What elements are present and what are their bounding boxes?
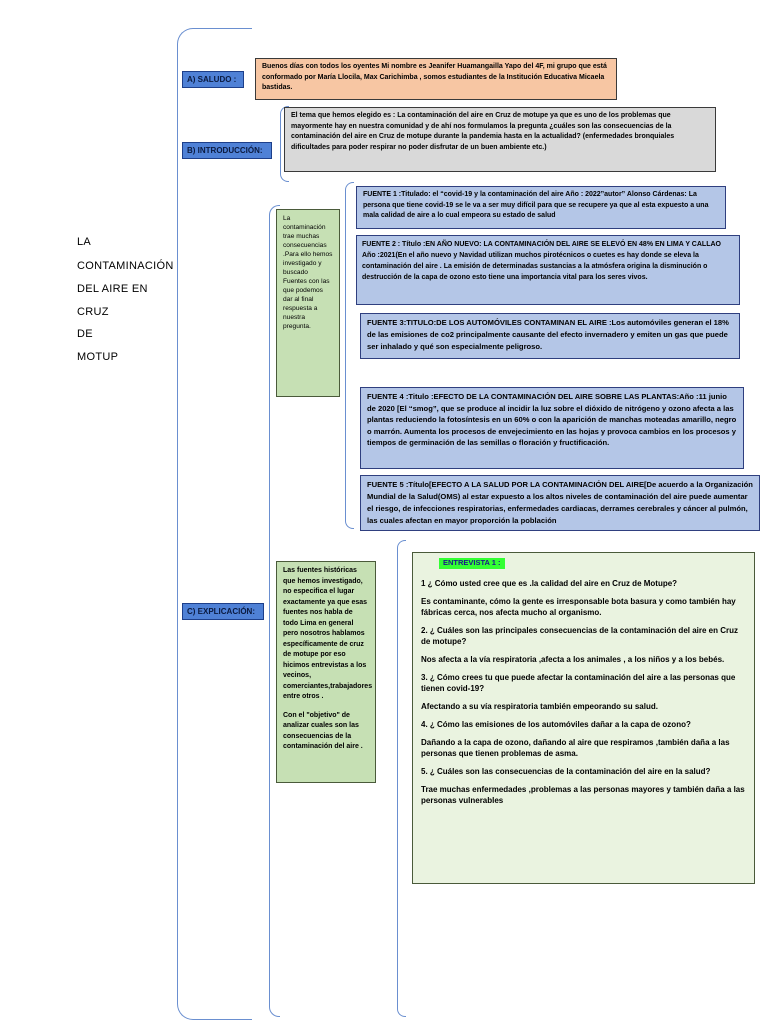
entrevista-answer: Es contaminante, cómo la gente es irresponsable bota basura y como también hay fábricas cerca, nos afecta mucho al organismo. bbox=[421, 596, 736, 617]
sources-bracket bbox=[345, 182, 354, 529]
interview-bracket bbox=[397, 540, 406, 1017]
entrevista-answer: Afectando a su vía respiratoria también empeorando su salud. bbox=[421, 701, 658, 711]
introduccion-box: El tema que hemos elegido es : La contaminación del aire en Cruz de motupe ya que es uno de los problemas que mayormente hay en nuestra comunidad y de ahí nos formulamos la pregunta ¿cuáles son las consecuencias de la contaminación del aire en Cruz de motupe durante la pandemia hasta en la actualidad? (enfermedades bronquiales dificultades para poder respirar no poder disfrutar de un buen ambiente etc.) bbox=[284, 107, 716, 172]
title-line: DEL AIRE EN bbox=[77, 283, 148, 295]
entrevista-answer: Trae muchas enfermedades ,problemas a las personas mayores y también daña a las personas vulnerables bbox=[421, 784, 745, 805]
entrevista-question: 4. ¿ Cómo las emisiones de los automóviles dañar a la capa de ozono? bbox=[421, 719, 691, 729]
main-bracket bbox=[177, 28, 252, 1020]
title-line: DE bbox=[77, 328, 93, 340]
introduccion-label: B) INTRODUCCIÓN: bbox=[182, 142, 272, 159]
saludo-label: A) SALUDO : bbox=[182, 71, 244, 88]
fuente-3-box: FUENTE 3:TITULO:DE LOS AUTOMÓVILES CONTAMINAN EL AIRE :Los automóviles generan el 18% de las emisiones de co2 principalmente causante del efecto invernadero y emiten un gas que puede ser inhalado y qué son especialmente peligroso. bbox=[360, 313, 740, 359]
summary-box: La contaminación trae muchas consecuencias .Para ello hemos investigado y buscado Fuentes con las que podemos dar al final respuesta a nuestra pregunta. bbox=[276, 209, 340, 397]
fuente-2-box: FUENTE 2 : Título :EN AÑO NUEVO: LA CONTAMINACIÓN DEL AIRE SE ELEVÓ EN 48% EN LIMA Y CALLAO Año :2021(En el año nuevo y Navidad utilizan muchos pirotécnicos o cuetes es hay donde se eleva la contaminación del aire . La emisión de determinadas sustancias a la atmósfera origina la disminución o destrucción de la capa de ozono esto tiene una importancia vital para los seres vivos. bbox=[356, 235, 740, 305]
fuente-4-box: FUENTE 4 :Titulo :EFECTO DE LA CONTAMINACIÓN DEL AIRE SOBRE LAS PLANTAS:Año :11 junio de 2020 [El “smog”, que se produce al incidir la luz sobre el dióxido de nitrógeno y ozono afecta a las plantas reduciendo la fotosíntesis en un 60% o con la aparición de manchas moteadas amarillo, negro o marrón. Aumenta los procesos de envejecimiento en las hojas y provoca cambios en los procesos y tiempos de germinación de las semillas o floración y fructificación. bbox=[360, 387, 744, 469]
entrevista-answer: Nos afecta a la vía respiratoria ,afecta a los animales , a los niños y a los bebés. bbox=[421, 654, 725, 664]
fuente-1-box: FUENTE 1 :Titulado: el “covid-19 y la contaminación del aire Año : 2022”autor” Alonso Cárdenas: La persona que tiene covid-19 se le va a ser muy difícil para que se recupere ya que al esta expuesto a una mala calidad de aire a lo cual empeora su estado de salud bbox=[356, 186, 726, 229]
entrevista-question: 3. ¿ Cómo crees tu que puede afectar la contaminación del aire a las personas que tienen covid-19? bbox=[421, 672, 736, 693]
title-line: CONTAMINACIÓN bbox=[77, 260, 174, 272]
title-line: LA bbox=[77, 236, 92, 248]
entrevista-question: 5. ¿ Cuáles son las consecuencias de la contaminación del aire en la salud? bbox=[421, 766, 711, 776]
saludo-box: Buenos días con todos los oyentes Mi nombre es Jeanifer Huamangailla Yapo del 4F, mi grupo que está conformado por María Llocila, Max Carichimba , somos estudiantes de la Institución Educativa Micaela bastidas. bbox=[255, 58, 617, 100]
fuente-5-box: FUENTE 5 :Título[EFECTO A LA SALUD POR LA CONTAMINACIÓN DEL AIRE[De acuerdo a la Organización Mundial de la Salud(OMS) al estar expuesto a los altos niveles de contaminación del aire puede aumentar el riesgo, de infecciones respiratorias, enfermedades cardiacas, derrames cerebrales y cáncer al pulmón, las cuales afectan en mayor proporción la población bbox=[360, 475, 760, 531]
entrevista-answer: Dañando a la capa de ozono, dañando al aire que respiramos ,también daña a las personas que tienen problemas de asma. bbox=[421, 737, 730, 758]
title-line: MOTUP bbox=[77, 351, 119, 363]
title-line: CRUZ bbox=[77, 306, 109, 318]
explicacion-text-2: Con el "objetivo" de analizar cuales son las consecuencias de la contaminación del aire . bbox=[283, 711, 363, 750]
explicacion-text-1: Las fuentes históricas que hemos investigado, no especifica el lugar exactamente ya que esas fuentes nos habla de todo Lima en general pero nosotros hablamos específicamente de cruz de motupe por eso hicimos entrevistas a los vecinos, comerciantes,trabajadores entre otros . bbox=[283, 567, 373, 700]
explicacion-label: C) EXPLICACIÓN: bbox=[182, 603, 264, 620]
entrevista-question: 2. ¿ Cuáles son las principales consecuencias de la contaminación del aire en Cruz de motupe? bbox=[421, 625, 738, 646]
entrevista-box bbox=[412, 552, 755, 884]
entrevista-question: 1 ¿ Cómo usted cree que es .la calidad del aire en Cruz de Motupe? bbox=[421, 578, 678, 588]
entrevista-tag: ENTREVISTA 1 : bbox=[439, 558, 505, 569]
explicacion-box bbox=[276, 561, 376, 783]
